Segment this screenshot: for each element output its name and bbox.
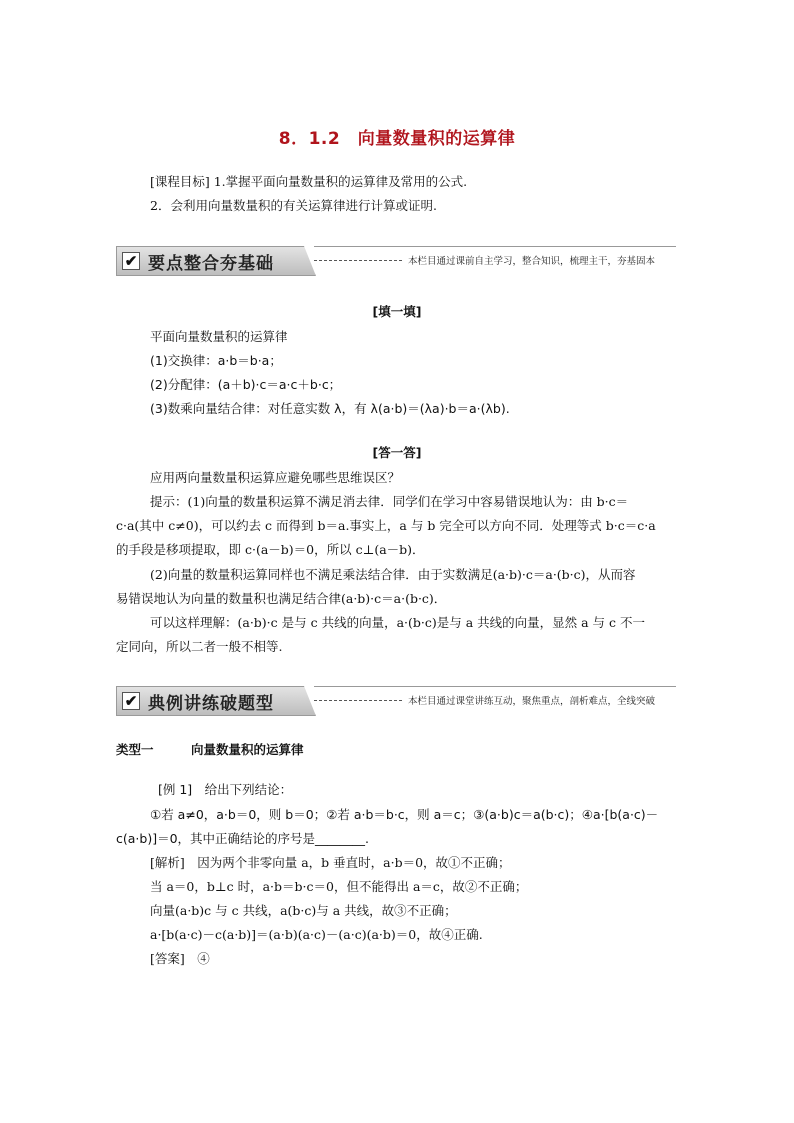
- section-description: 本栏目通过课前自主学习，整合知识，梳理主干，夯基固本: [408, 256, 656, 267]
- example-text-1: ①若 a≠0，a·b＝0，则 b＝0；②若 a·b＝b·c，则 a＝c；③(a·b)c＝a(b·c)；④a·[b(a·c)－: [150, 807, 659, 822]
- answer-text-4: (2)向量的数量积运算同样也不满足乘法结合律．由于实数满足(a·b)·c＝a·(b·c)，从而容: [150, 567, 636, 582]
- solution-text-2: 当 a＝0，b⊥c 时，a·b＝b·c＝0，但不能得出 a＝c，故②不正确；: [150, 879, 528, 894]
- page-title: 8．1.2 向量数量积的运算律: [278, 129, 516, 149]
- section-label: 要点整合夯基础: [148, 254, 274, 274]
- section-banner-examples: [116, 686, 676, 716]
- solution-text-4: a·[b(a·c)－c(a·b)]＝(a·b)(a·c)－(a·c)(a·b)＝0，故④正确.: [150, 927, 483, 942]
- answer-text-6: 可以这样理解：(a·b)·c 是与 c 共线的向量，a·(b·c)是与 a 共线的向量，显然 a 与 c 不一: [150, 615, 645, 630]
- type-heading: 类型一 向量数量积的运算律: [116, 742, 304, 757]
- section-description: 本栏目通过课堂讲练互动，聚焦重点，剖析难点，全线突破: [408, 696, 656, 707]
- answer-text-3: 的手段是移项提取，即 c·(a－b)＝0，所以 c⊥(a－b)．: [116, 542, 425, 557]
- course-goal-1: [课程目标] 1.掌握平面向量数量积的运算律及常用的公式.: [150, 174, 468, 189]
- answer-text-7: 定同向，所以二者一般不相等.: [116, 639, 283, 654]
- answer-result: [答案] ④: [150, 951, 210, 966]
- check-icon: ✔: [122, 252, 140, 270]
- answer-heading: [答一答]: [372, 445, 422, 460]
- solution-text-3: 向量(a·b)c 与 c 共线，a(b·c)与 a 共线，故③不正确；: [150, 903, 457, 918]
- course-goal-2: 2．会利用向量数量积的有关运算律进行计算或证明.: [150, 198, 437, 213]
- example-text-2: c(a·b)]＝0，其中正确结论的序号是________.: [116, 831, 369, 846]
- law-distributive: (2)分配律：(a＋b)·c＝a·c＋b·c；: [150, 377, 342, 392]
- example-label: [例 1] 给出下列结论：: [158, 782, 293, 797]
- answer-question: 应用两向量数量积运算应避免哪些思维误区？: [150, 470, 401, 485]
- section-banner-basics: [116, 246, 676, 276]
- fill-heading: [填一填]: [372, 304, 422, 319]
- section-label: 典例讲练破题型: [148, 694, 274, 714]
- answer-text-5: 易错误地认为向量的数量积也满足结合律(a·b)·c＝a·(b·c)．: [116, 591, 447, 606]
- answer-text-1: 提示：(1)向量的数量积运算不满足消去律．同学们在学习中容易错误地认为：由 b·c＝: [150, 494, 629, 509]
- fill-intro: 平面向量数量积的运算律: [150, 329, 288, 344]
- law-scalar-associative: (3)数乘向量结合律：对任意实数 λ，有 λ(a·b)＝(λa)·b＝a·(λb).: [150, 401, 510, 416]
- check-icon: ✔: [122, 692, 140, 710]
- solution-text-1: [解析] 因为两个非零向量 a，b 垂直时，a·b＝0，故①不正确；: [150, 855, 511, 870]
- law-commutative: (1)交换律：a·b＝b·a；: [150, 353, 282, 368]
- answer-text-2: c·a(其中 c≠0)，可以约去 c 而得到 b＝a.事实上，a 与 b 完全可以方向不同．处理等式 b·c＝c·a: [116, 518, 656, 533]
